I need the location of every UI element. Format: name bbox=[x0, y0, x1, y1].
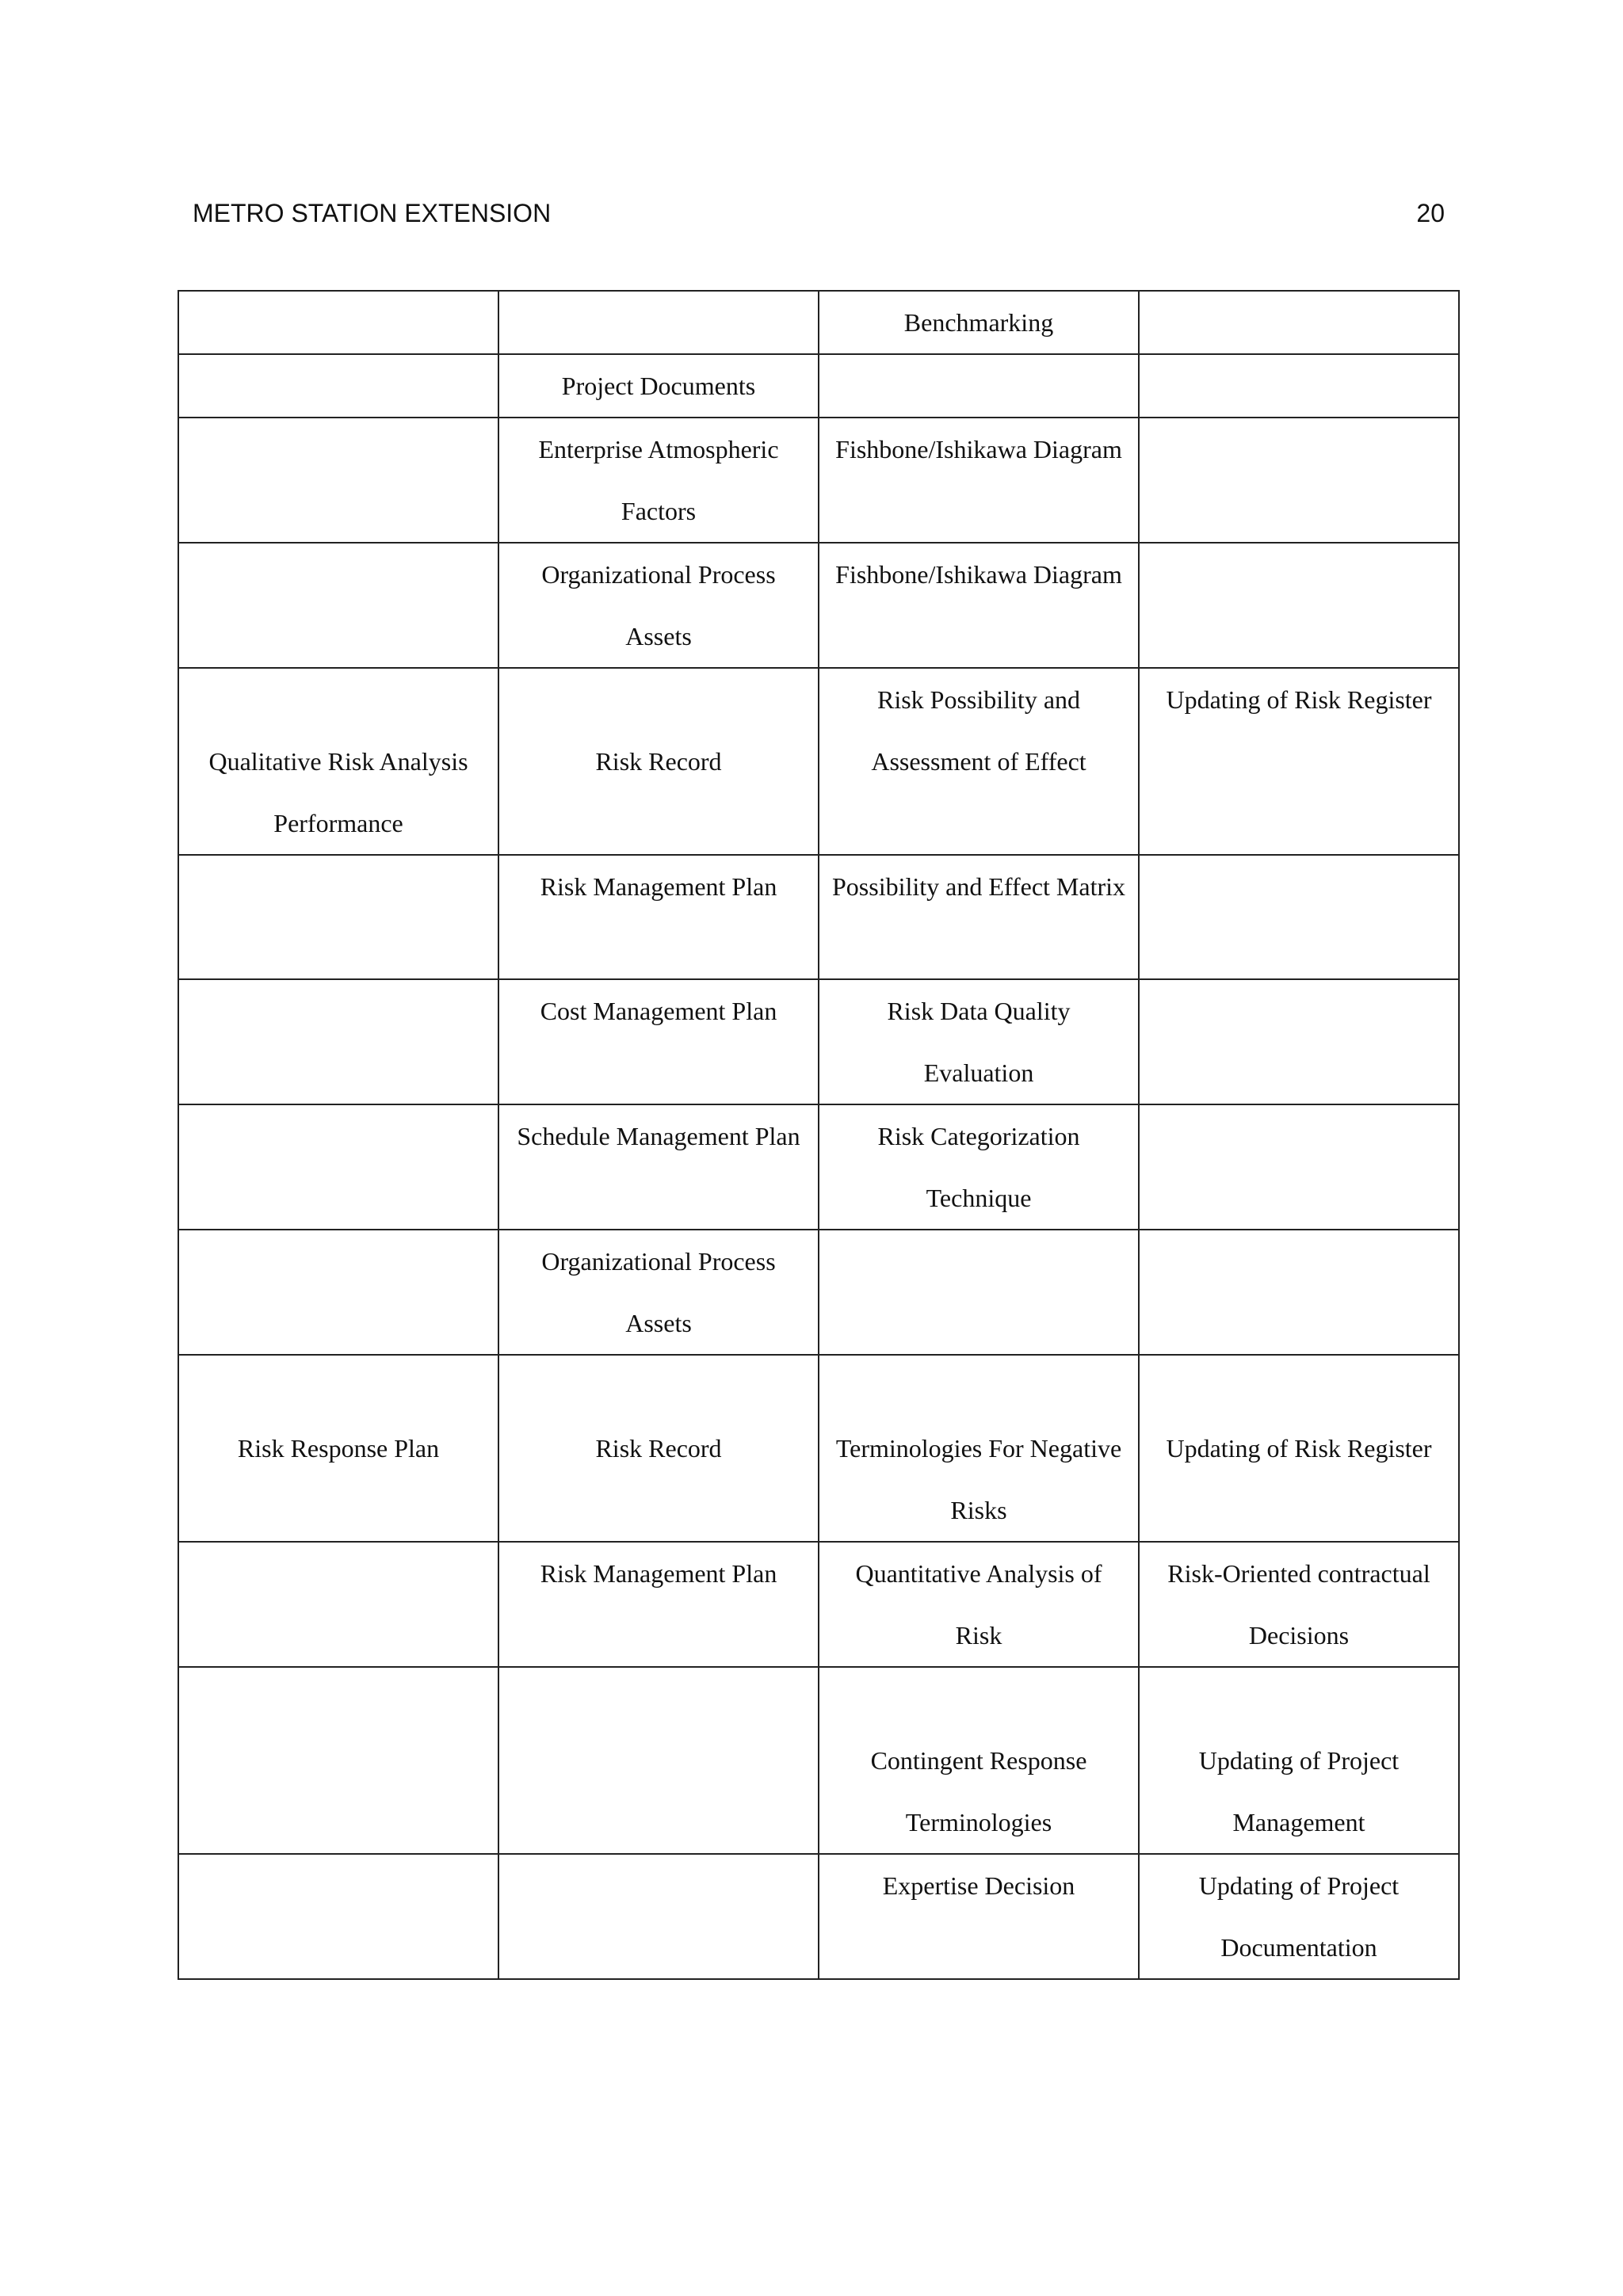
table-cell bbox=[1139, 418, 1459, 543]
table-cell bbox=[498, 1667, 819, 1854]
table-cell bbox=[819, 1230, 1139, 1355]
table-cell: Risk Management Plan bbox=[498, 855, 819, 979]
page-number: 20 bbox=[1416, 199, 1445, 227]
table-cell: Risk Response Plan bbox=[178, 1355, 498, 1542]
table-cell bbox=[178, 291, 498, 354]
table-row bbox=[178, 855, 1459, 979]
table-cell: Updating of Project Documentation bbox=[1139, 1854, 1459, 1979]
table-cell bbox=[1139, 979, 1459, 1104]
table-cell bbox=[1139, 354, 1459, 418]
table-cell: Contingent Response Terminologies bbox=[819, 1667, 1139, 1854]
table-cell: Updating of Risk Register bbox=[1139, 668, 1459, 855]
table-row bbox=[178, 543, 1459, 668]
table-cell bbox=[178, 354, 498, 418]
table-cell bbox=[1139, 855, 1459, 979]
table-row bbox=[178, 1104, 1459, 1230]
table-cell: Risk Management Plan bbox=[498, 1542, 819, 1667]
table-cell: Fishbone/Ishikawa Diagram bbox=[819, 418, 1139, 543]
table-cell: Risk Categorization Technique bbox=[819, 1104, 1139, 1230]
table-cell: Risk Data Quality Evaluation bbox=[819, 979, 1139, 1104]
table-cell: Enterprise Atmospheric Factors bbox=[498, 418, 819, 543]
table-cell bbox=[498, 291, 819, 354]
table-cell bbox=[1139, 1104, 1459, 1230]
table-cell bbox=[178, 418, 498, 543]
table-cell: Risk Record bbox=[498, 668, 819, 855]
table-cell: Benchmarking bbox=[819, 291, 1139, 354]
table-cell bbox=[178, 855, 498, 979]
table-cell bbox=[498, 1854, 819, 1979]
table-cell bbox=[178, 543, 498, 668]
table-row bbox=[178, 668, 1459, 855]
table-cell bbox=[1139, 291, 1459, 354]
table-row bbox=[178, 979, 1459, 1104]
table-cell: Qualitative Risk Analysis Performance bbox=[178, 668, 498, 855]
table-cell bbox=[178, 1854, 498, 1979]
table-row bbox=[178, 418, 1459, 543]
table-cell bbox=[1139, 543, 1459, 668]
table-row bbox=[178, 354, 1459, 418]
table-cell: Updating of Project Management bbox=[1139, 1667, 1459, 1854]
table-cell: Organizational Process Assets bbox=[498, 1230, 819, 1355]
table-row bbox=[178, 1355, 1459, 1542]
table-cell: Quantitative Analysis of Risk bbox=[819, 1542, 1139, 1667]
table-cell bbox=[1139, 1230, 1459, 1355]
table-cell bbox=[178, 1230, 498, 1355]
table-cell bbox=[178, 1667, 498, 1854]
table-cell: Schedule Management Plan bbox=[498, 1104, 819, 1230]
table-cell: Risk Possibility and Assessment of Effect bbox=[819, 668, 1139, 855]
table-row bbox=[178, 1854, 1459, 1979]
table-cell: Updating of Risk Register bbox=[1139, 1355, 1459, 1542]
running-head: METRO STATION EXTENSION bbox=[193, 199, 552, 227]
table-cell: Fishbone/Ishikawa Diagram bbox=[819, 543, 1139, 668]
table-cell: Risk Record bbox=[498, 1355, 819, 1542]
table-cell: Project Documents bbox=[498, 354, 819, 418]
table-cell: Risk-Oriented contractual Decisions bbox=[1139, 1542, 1459, 1667]
table-row bbox=[178, 1542, 1459, 1667]
table-row bbox=[178, 1230, 1459, 1355]
page-header bbox=[193, 193, 1445, 233]
table-cell bbox=[178, 1104, 498, 1230]
table-cell bbox=[819, 354, 1139, 418]
table-row bbox=[178, 291, 1459, 354]
table-cell: Organizational Process Assets bbox=[498, 543, 819, 668]
table-cell: Expertise Decision bbox=[819, 1854, 1139, 1979]
table-cell: Cost Management Plan bbox=[498, 979, 819, 1104]
table-cell: Terminologies For Negative Risks bbox=[819, 1355, 1139, 1542]
table-cell bbox=[178, 979, 498, 1104]
table-cell bbox=[178, 1542, 498, 1667]
table-row bbox=[178, 1667, 1459, 1854]
table-cell: Possibility and Effect Matrix bbox=[819, 855, 1139, 979]
process-table bbox=[178, 290, 1460, 1980]
